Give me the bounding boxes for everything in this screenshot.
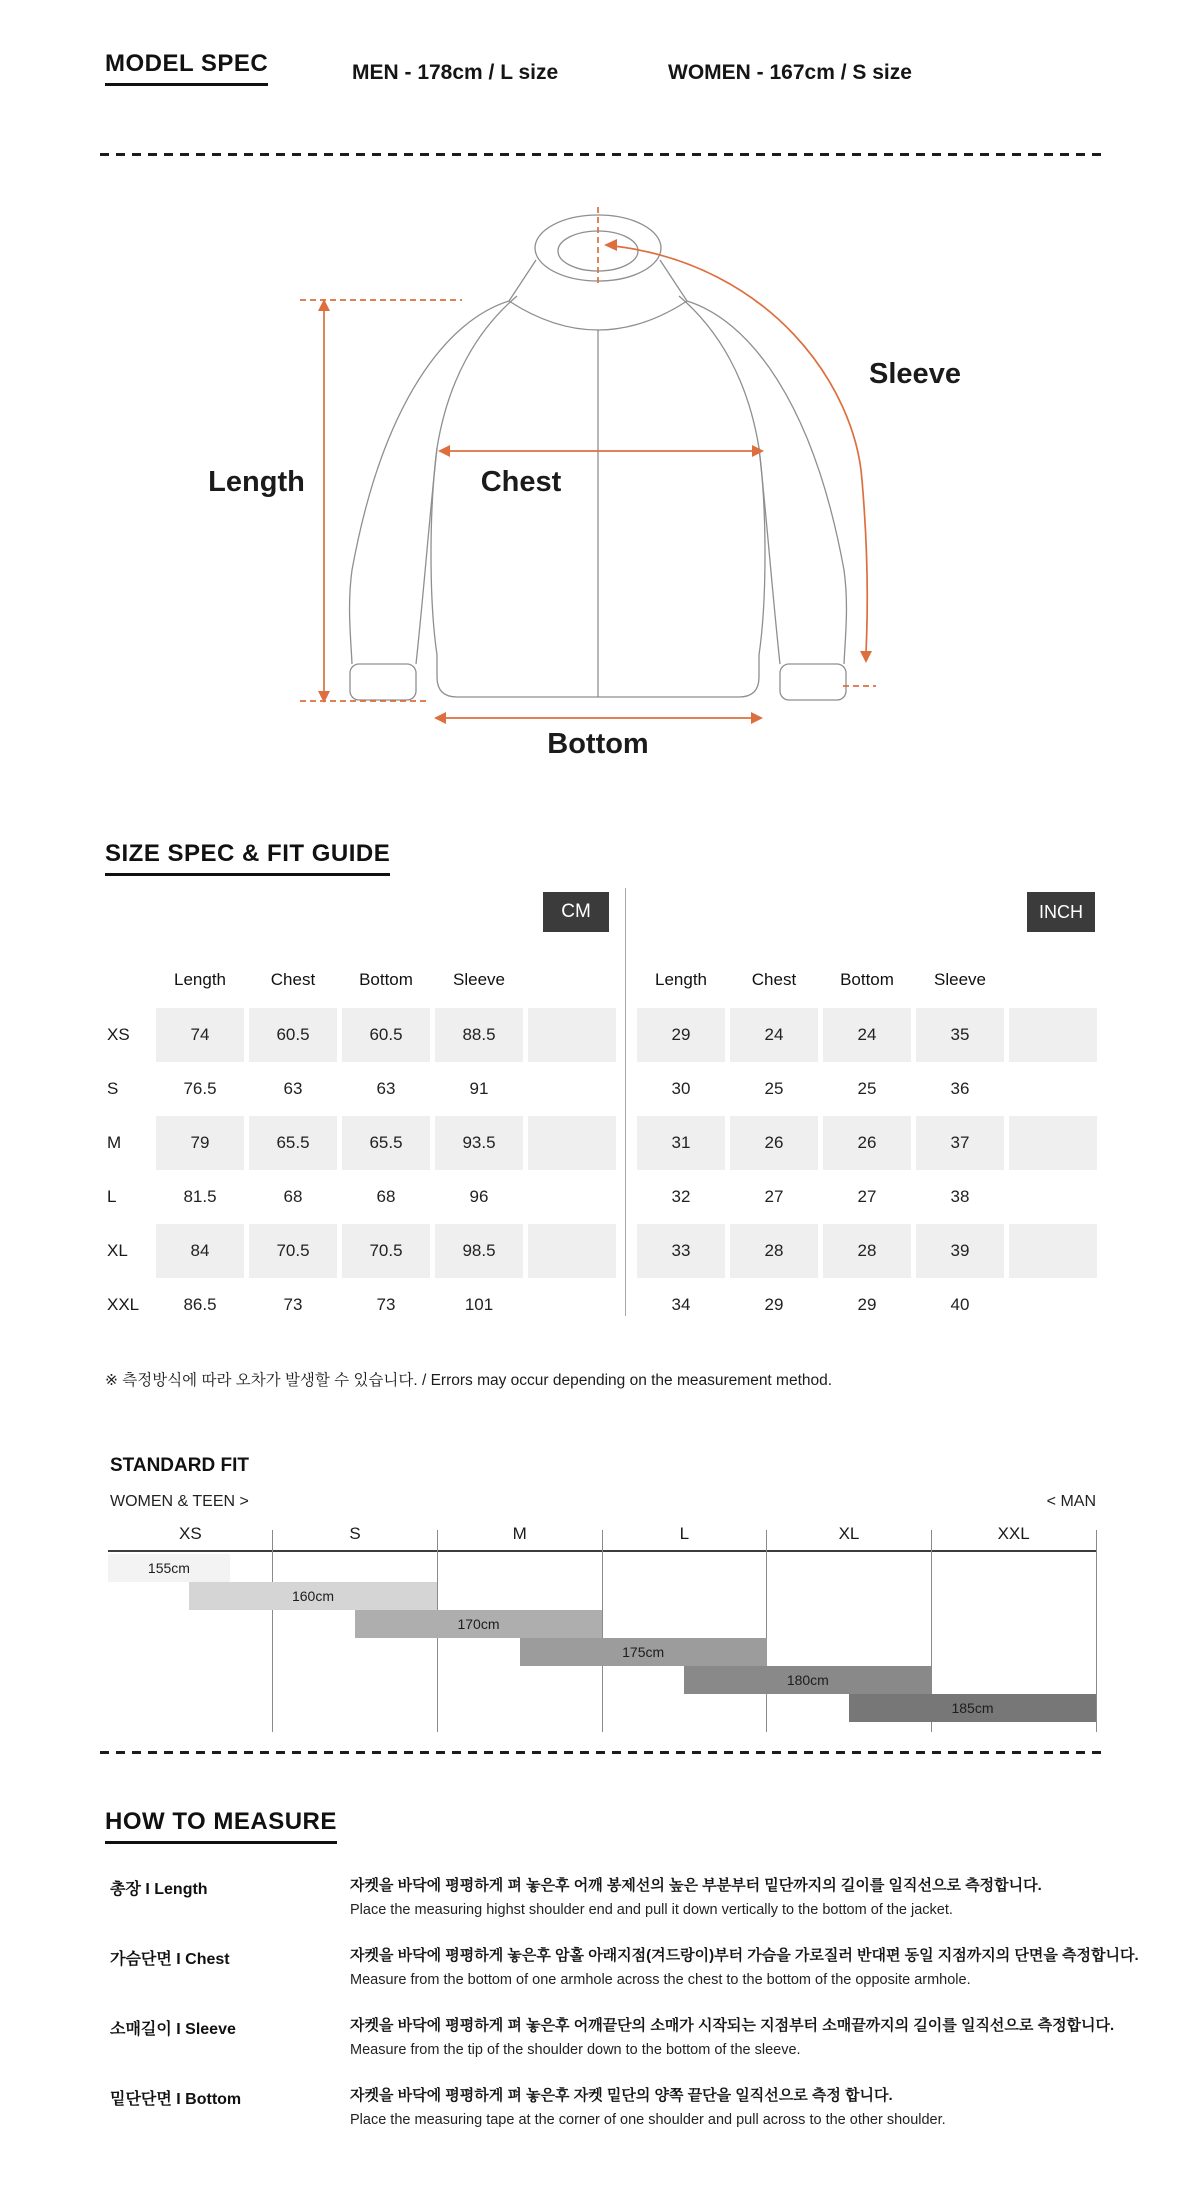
size-value-cell: 25 [764, 1079, 784, 1098]
size-value-cell: 38 [950, 1187, 970, 1206]
cuff-right [780, 664, 846, 700]
size-row-L [637, 1170, 1097, 1224]
how-to-measure-title: HOW TO MEASURE [105, 1808, 337, 1844]
size-row-XS [105, 1008, 616, 1062]
chest-arrowhead-left [438, 445, 450, 457]
size-value-cell: 26 [823, 1116, 911, 1170]
sleeve-arrowhead-bottom [860, 651, 872, 663]
column-header: Bottom [840, 970, 894, 989]
size-row-S [637, 1062, 1097, 1116]
model-spec-men: MEN - 178cm / L size [352, 61, 559, 84]
fit-bar-155cm: 155cm [108, 1554, 230, 1582]
standard-fit-right-label: < MAN [1046, 1493, 1096, 1510]
collar-side-right [660, 260, 687, 301]
raglan-seam-left [437, 296, 517, 448]
size-value-cell-empty [528, 1224, 616, 1278]
column-header: Sleeve [453, 970, 505, 989]
size-value-cell-empty [528, 1170, 616, 1224]
fit-bar-160cm: 160cm [189, 1582, 438, 1610]
size-value-cell: 26 [730, 1116, 818, 1170]
measure-desc [350, 2086, 1195, 2130]
inch-size-table [637, 952, 1097, 1332]
size-row-label: S [107, 1079, 119, 1098]
measure-desc-en: Place the measuring highst shoulder end and pull it down vertically to the bottom of the jacket. [350, 1902, 953, 1918]
size-value-cell-empty [1009, 1224, 1097, 1278]
jacket-diagram [0, 150, 1200, 800]
column-header: Length [655, 970, 707, 989]
length-label: Length [208, 466, 305, 498]
column-header: Bottom [359, 970, 413, 989]
standard-fit-chart [108, 1522, 1096, 1734]
size-value-cell-empty [1009, 1278, 1097, 1332]
size-value-cell: 68 [283, 1187, 303, 1206]
size-row-XL [637, 1224, 1097, 1278]
size-row-M [637, 1116, 1097, 1170]
length-arrowhead-top [318, 299, 330, 311]
measure-desc-en: Measure from the bottom of one armhole across the chest to the bottom of the opposite armhole. [350, 1972, 971, 1988]
size-row-S [105, 1062, 616, 1116]
size-row-label: XXL [107, 1295, 140, 1314]
size-row-XS [637, 1008, 1097, 1062]
size-value-cell: 96 [469, 1187, 489, 1206]
size-value-cell: 73 [376, 1295, 396, 1314]
cm-size-table [105, 952, 616, 1332]
standard-fit-left-label: WOMEN & TEEN > [110, 1493, 249, 1510]
fit-bar-170cm: 170cm [355, 1610, 602, 1638]
measure-term: 가슴단면 I Chest [110, 1951, 230, 1968]
bottom-arrowhead-right [751, 712, 763, 724]
size-value-cell: 35 [916, 1008, 1004, 1062]
size-value-cell-empty [528, 1116, 616, 1170]
dashed-divider-bottom [100, 1751, 1102, 1754]
size-value-cell: 81.5 [183, 1187, 217, 1206]
size-value-cell: 24 [730, 1008, 818, 1062]
size-value-cell: 93.5 [435, 1116, 523, 1170]
sleeve-label: Sleeve [869, 358, 961, 390]
fit-size-label-S: S [349, 1524, 361, 1543]
model-spec-women: WOMEN - 167cm / S size [668, 61, 912, 84]
size-value-cell: 63 [376, 1079, 396, 1098]
fit-size-label-XL: XL [838, 1524, 860, 1543]
fit-column-line [766, 1530, 767, 1732]
size-value-cell: 68 [376, 1187, 396, 1206]
fit-size-label-L: L [679, 1524, 690, 1543]
size-row-label: XL [107, 1241, 128, 1260]
size-value-cell: 70.5 [342, 1224, 430, 1278]
measure-desc-ko: 자켓을 바닥에 평평하게 펴 놓은후 어깨끝단의 소매가 시작되는 지점부터 소매끝까지의 길이를 일직선으로 측정합니다. [350, 2017, 1115, 2034]
size-value-cell: 27 [764, 1187, 784, 1206]
raglan-seam-right [679, 296, 759, 448]
fit-size-label-XS: XS [178, 1524, 202, 1543]
size-value-cell: 101 [464, 1295, 494, 1314]
size-value-cell: 73 [283, 1295, 303, 1314]
measure-desc-ko: 자켓을 바닥에 평평하게 펴 놓은후 어깨 봉제선의 높은 부분부터 밑단까지의 길이를 일직선으로 측정합니다. [350, 1877, 1042, 1894]
size-value-cell-empty [1009, 1170, 1097, 1224]
sleeve-outer-right [687, 301, 846, 664]
size-row-XXL [105, 1278, 616, 1332]
size-row-label: XS [107, 1025, 130, 1044]
fit-size-label-XXL: XXL [997, 1524, 1030, 1543]
size-row-XXL [637, 1278, 1097, 1332]
size-value-cell-empty [528, 1008, 616, 1062]
measurement-note: ※ 측정방식에 따라 오차가 발생할 수 있습니다. / Errors may occur depending on the measurement method. [105, 1372, 833, 1389]
collar-side-left [509, 260, 536, 301]
chest-label: Chest [480, 466, 562, 498]
size-value-cell-empty [1009, 1062, 1097, 1116]
column-header: Chest [270, 970, 316, 989]
size-value-cell: 29 [637, 1008, 725, 1062]
inch-badge: INCH [1027, 892, 1095, 932]
size-value-cell: 76.5 [183, 1079, 217, 1098]
size-value-cell: 91 [469, 1079, 489, 1098]
size-value-cell: 63 [283, 1079, 303, 1098]
size-spec-title: SIZE SPEC & FIT GUIDE [105, 840, 390, 876]
cm-badge: CM [543, 892, 609, 932]
size-value-cell: 60.5 [342, 1008, 430, 1062]
size-value-cell: 88.5 [435, 1008, 523, 1062]
measure-desc [350, 1876, 1195, 1920]
measure-desc-ko: 자켓을 바닥에 평평하게 펴 놓은후 자켓 밑단의 양쪽 끝단을 일직선으로 측정 합니다. [350, 2087, 893, 2104]
measure-desc-en: Place the measuring tape at the corner of one shoulder and pull across to the other shoulder. [350, 2112, 946, 2128]
size-row-label: M [107, 1133, 122, 1152]
measure-desc-en: Measure from the tip of the shoulder down to the bottom of the sleeve. [350, 2042, 801, 2058]
column-header: Chest [751, 970, 797, 989]
fit-bar-185cm: 185cm [849, 1694, 1096, 1722]
size-value-cell: 31 [637, 1116, 725, 1170]
bottom-arrowhead-left [434, 712, 446, 724]
size-value-cell: 40 [950, 1295, 970, 1314]
sleeve-measure-arc [614, 246, 867, 652]
size-row-label: L [107, 1187, 117, 1206]
model-spec-title: MODEL SPEC [105, 50, 268, 86]
size-value-cell: 29 [764, 1295, 784, 1314]
size-value-cell: 70.5 [249, 1224, 337, 1278]
size-value-cell: 32 [671, 1187, 691, 1206]
size-value-cell: 86.5 [183, 1295, 217, 1314]
standard-fit-title: STANDARD FIT [110, 1455, 249, 1476]
size-value-cell: 33 [637, 1224, 725, 1278]
size-value-cell: 25 [857, 1079, 877, 1098]
size-value-cell: 28 [823, 1224, 911, 1278]
size-value-cell-empty [528, 1278, 616, 1332]
table-divider [625, 888, 626, 1316]
size-value-cell: 28 [730, 1224, 818, 1278]
body-edge-right [759, 448, 765, 655]
collar-base [509, 301, 687, 330]
measure-term: 총장 I Length [110, 1881, 208, 1898]
size-value-cell-empty [528, 1062, 616, 1116]
size-value-cell: 74 [156, 1008, 244, 1062]
size-value-cell: 36 [950, 1079, 970, 1098]
column-header: Length [174, 970, 226, 989]
bottom-label: Bottom [547, 728, 649, 760]
size-value-cell: 65.5 [342, 1116, 430, 1170]
body-edge-left [431, 448, 437, 655]
size-value-cell: 39 [916, 1224, 1004, 1278]
fit-size-label-M: M [512, 1524, 527, 1543]
size-value-cell: 60.5 [249, 1008, 337, 1062]
size-row-XL [105, 1224, 616, 1278]
size-value-cell: 29 [857, 1295, 877, 1314]
column-header: Sleeve [934, 970, 986, 989]
size-table-header-row [105, 952, 616, 1008]
measure-desc-ko: 자켓을 바닥에 평평하게 놓은후 암홀 아래지점(겨드랑이)부터 가슴을 가로질러 반대편 동일 지점까지의 단면을 측정합니다. [350, 1947, 1139, 1964]
size-table-header-row [637, 952, 1097, 1008]
size-value-cell-empty [1009, 1116, 1097, 1170]
fit-column-line [272, 1530, 273, 1732]
size-value-cell: 79 [156, 1116, 244, 1170]
size-value-cell-empty [1009, 1008, 1097, 1062]
measure-definitions [110, 1876, 1200, 2176]
size-value-cell: 24 [823, 1008, 911, 1062]
measure-desc [350, 2016, 1195, 2060]
size-value-cell: 84 [156, 1224, 244, 1278]
cuff-left [350, 664, 416, 700]
fit-bar-180cm: 180cm [684, 1666, 931, 1694]
sleeve-arrowhead-top [604, 239, 617, 251]
fit-bar-175cm: 175cm [520, 1638, 767, 1666]
size-value-cell: 30 [671, 1079, 691, 1098]
measure-term: 소매길이 I Sleeve [110, 2021, 236, 2038]
size-value-cell: 65.5 [249, 1116, 337, 1170]
size-value-cell: 27 [857, 1187, 877, 1206]
measure-desc [350, 1946, 1195, 1990]
size-row-M [105, 1116, 616, 1170]
size-value-cell: 37 [916, 1116, 1004, 1170]
size-value-cell: 98.5 [435, 1224, 523, 1278]
measure-term: 밑단단면 I Bottom [110, 2091, 242, 2108]
chest-arrowhead-right [752, 445, 764, 457]
size-value-cell: 34 [671, 1295, 691, 1314]
size-row-L [105, 1170, 616, 1224]
